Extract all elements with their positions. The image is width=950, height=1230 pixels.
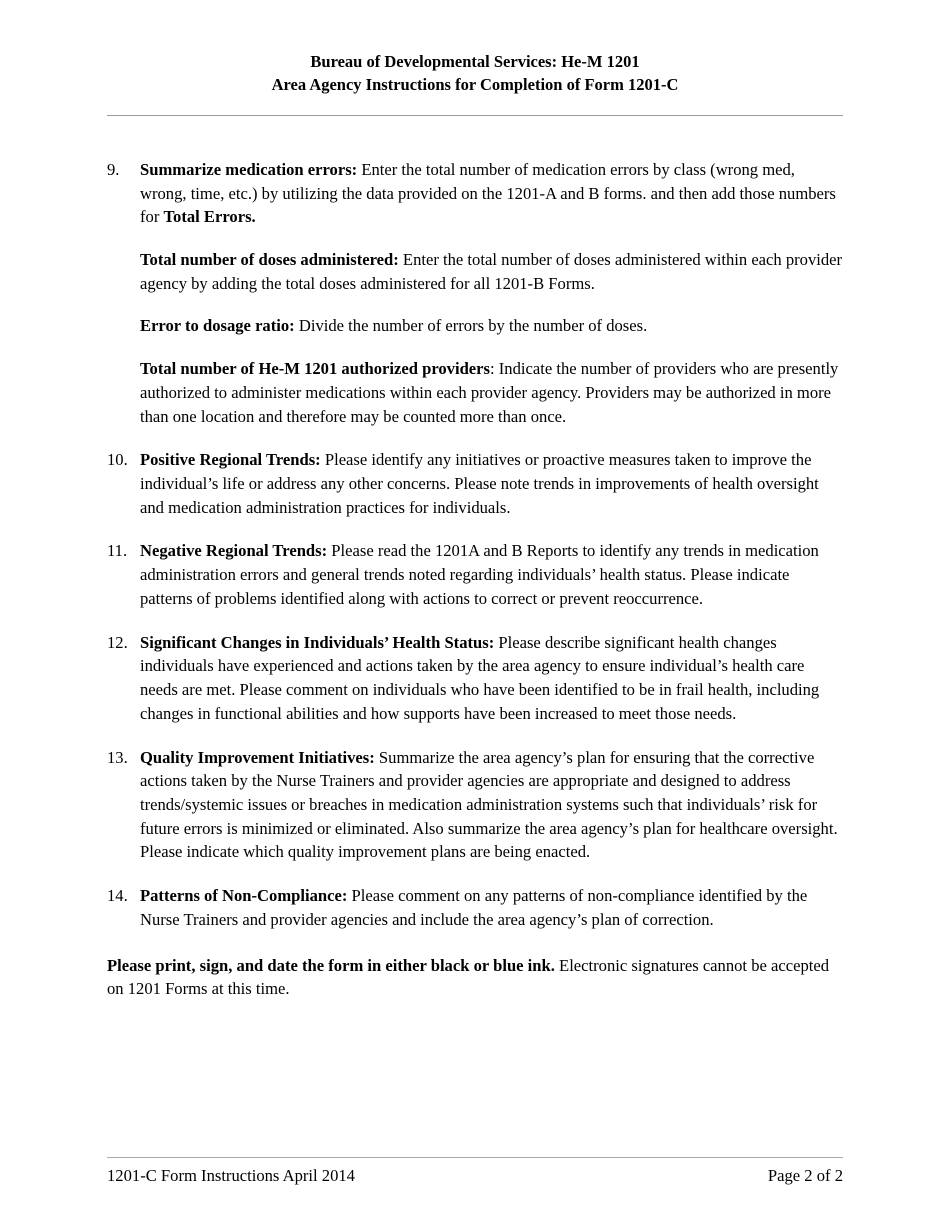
paragraph-lead: Positive Regional Trends: (140, 450, 321, 470)
page-footer (107, 1157, 843, 1186)
paragraph-text: Please comment on any patterns of non-compliance identified by the Nurse Trainers and provider agencies and include the area agency’s plan of correction. (140, 886, 808, 929)
closing-lead: Please print, sign, and date the form in either black or blue ink. (107, 955, 555, 975)
paragraph (140, 248, 843, 295)
paragraph-text: Summarize the area agency’s plan for ensuring that the corrective actions taken by the Nurse Trainers and provider agencies are appropriate and designed to address trends/systemic issues or breaches in medication administration systems such that individuals’ risk for future errors is minimized or eliminated. Also summarize the area agency’s plan for healthcare oversight. Please indicate which quality improvement plans are being enacted. (140, 747, 838, 862)
list-item-body (140, 746, 843, 865)
paragraph-lead: Error to dosage ratio: (140, 316, 295, 336)
paragraph-text: : Indicate the number of providers who are presently authorized to administer medications within each provider agency. Providers may be authorized in more than one location and therefore may be counted more than once. (140, 359, 839, 426)
footer-divider (107, 1157, 843, 1158)
list-item-number: 10. (107, 450, 128, 470)
paragraph-text: Enter the total number of doses administered within each provider agency by adding the total doses administered for all 1201-B Forms. (140, 250, 843, 293)
paragraph-lead: Quality Improvement Initiatives: (140, 747, 375, 767)
paragraph-lead: Patterns of Non-Compliance: (140, 886, 348, 906)
paragraph (140, 158, 843, 229)
closing-paragraph (107, 954, 843, 1001)
top-spacer (107, 116, 843, 158)
list-item (107, 746, 843, 865)
list-item-number: 9. (107, 159, 120, 179)
paragraph-lead: Significant Changes in Individuals’ Health Status: (140, 632, 495, 652)
paragraph-lead: Summarize medication errors: (140, 159, 358, 179)
closing-text: Electronic signatures cannot be accepted on 1201 Forms at this time. (107, 955, 830, 999)
list-item (107, 448, 843, 519)
paragraph-text: Please read the 1201A and B Reports to identify any trends in medication administration errors and general trends noted regarding individuals’ health status. Please indicate patterns of problems identified along with actions to correct or prevent reoccurrence. (140, 541, 819, 608)
paragraph (140, 314, 843, 338)
list-item (107, 884, 843, 931)
paragraph-text: Enter the total number of medication errors by class (wrong med, wrong, time, etc.) by utilizing the data provided on the 1201-A and B forms. and then add those numbers for (140, 159, 836, 227)
paragraph-tail-bold: Total Errors. (163, 207, 256, 227)
header-title-line-1: Bureau of Developmental Services: He-M 1201 (310, 52, 640, 71)
paragraph-lead: Negative Regional Trends: (140, 541, 328, 561)
paragraph (140, 746, 843, 865)
list-item (107, 631, 843, 726)
paragraph (140, 539, 843, 610)
list-item-number: 11. (107, 541, 128, 561)
header-title-line-2: Area Agency Instructions for Completion of Form 1201-C (271, 75, 679, 95)
paragraph-lead: Total number of doses administered: (140, 250, 399, 269)
footer-document-label: 1201-C Form Instructions April 2014 (107, 1166, 355, 1185)
list-item (107, 539, 843, 610)
paragraph-text: Please identify any initiatives or proactive measures taken to improve the individual’s life or address any other concerns. Please note trends in improvements of health oversight and medication administration practices for individuals. (140, 450, 819, 517)
document-body (107, 116, 843, 1001)
list-item-body (140, 539, 843, 610)
list-item-body (140, 884, 843, 931)
paragraph (140, 448, 843, 519)
paragraph (140, 884, 843, 931)
paragraph (140, 631, 843, 726)
list-item-body (140, 158, 843, 428)
paragraph-text: Divide the number of errors by the number of doses. (294, 316, 648, 336)
paragraph-lead: Total number of He-M 1201 authorized providers (140, 359, 490, 379)
list-item (107, 158, 843, 428)
footer-page-number: Page 2 of 2 (767, 1166, 843, 1185)
paragraph (140, 357, 843, 428)
list-item-body (140, 448, 843, 519)
list-item-number: 14. (107, 886, 128, 906)
list-item-body (140, 631, 843, 726)
list-item-number: 13. (107, 747, 128, 767)
paragraph-text: Please describe significant health changes individuals have experienced and actions taken by the area agency to ensure individual’s health care needs are met. Please comment on individuals who have been identified to be in frail health, including changes in functional abilities and how supports have been increased to meet those needs. (140, 632, 820, 723)
list-item-number: 12. (107, 632, 128, 652)
document-header (0, 0, 950, 97)
